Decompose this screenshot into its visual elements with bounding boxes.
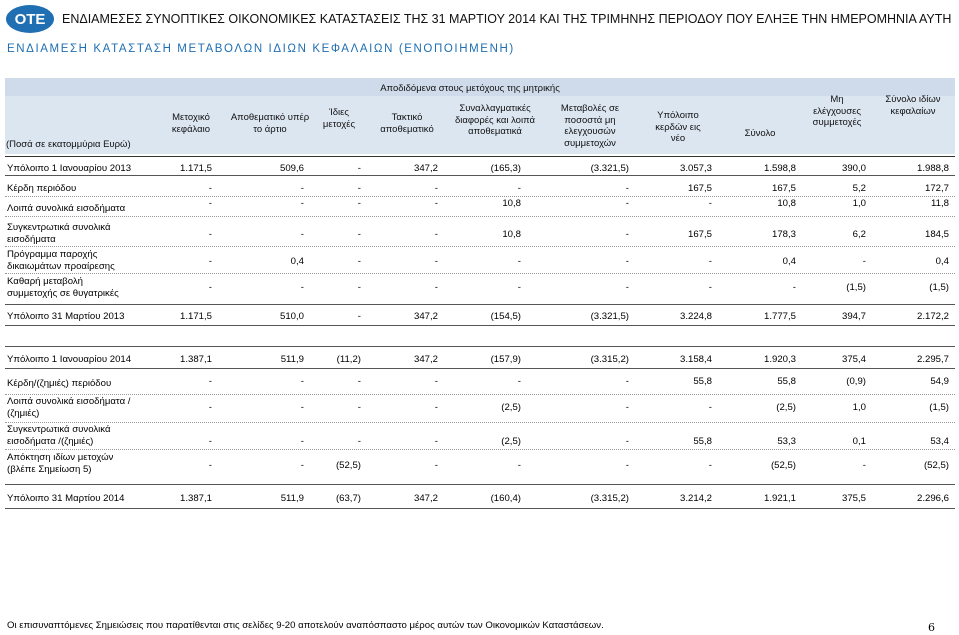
row-label: Συγκεντρωτικά συνολικά εισοδήματα	[7, 222, 111, 245]
row-label: Πρόγραμμα παροχής δικαιωμάτων προαίρεσης	[7, 249, 115, 272]
table-cell: -	[708, 402, 712, 413]
col-header-fx-reserves: Συναλλαγματικές διαφορές και λοιπά αποθεματικά	[455, 103, 535, 137]
footer-note: Οι επισυναπτόμενες Σημειώσεις που παρατίθενται στις σελίδες 9-20 αποτελούν αναπόσπαστο μέρος αυτών των Οικονομικών Καταστάσεων.	[7, 620, 604, 631]
table-cell: 2.172,2	[916, 311, 949, 322]
table-cell: (11,2)	[336, 354, 361, 365]
table-cell: -	[357, 436, 361, 447]
table-cell: 1.387,1	[179, 354, 212, 365]
document-title: ΕΝΔΙΑΜΕΣΕΣ ΣΥΝΟΠΤΙΚΕΣ ΟΙΚΟΝΟΜΙΚΕΣ ΚΑΤΑΣΤΑΣΕΙΣ ΤΗΣ 31 ΜΑΡΤΙΟΥ 2014 ΚΑΙ ΤΗΣ ΤΡΙΜΗΝΗΣ ΠΕΡΙΟΔΟΥ ΠΟΥ ΕΛΗΞΕ ΤΗΝ ΗΜΕΡΟΜΗΝΙΑ ΑΥΤΗ	[62, 12, 952, 26]
row-rule	[5, 196, 955, 197]
table-cell: 1.988,8	[916, 163, 949, 174]
section-title: ΕΝΔΙΑΜΕΣΗ ΚΑΤΑΣΤΑΣΗ ΜΕΤΑΒΟΛΩΝ ΙΔΙΩΝ ΚΕΦΑΛΑΙΩΝ (ΕΝΟΠΟΙΗΜΕΝΗ)	[7, 43, 515, 55]
logo-text: OTE	[14, 11, 46, 28]
table-cell: -	[434, 256, 438, 267]
table-cell: 167,5	[771, 183, 796, 194]
table-cell: 53,4	[930, 436, 949, 447]
table-cell: (63,7)	[335, 493, 361, 504]
table-cell: 375,4	[841, 354, 866, 365]
table-cell: 53,3	[777, 436, 796, 447]
table-cell: (154,5)	[490, 311, 521, 322]
table-cell: 3.158,4	[679, 354, 712, 365]
table-cell: -	[708, 460, 712, 471]
table-cell: 1.387,1	[179, 493, 212, 504]
table-cell: -	[300, 198, 304, 209]
table-cell: 509,6	[279, 163, 304, 174]
table-cell: -	[300, 436, 304, 447]
table-cell: 11,8	[931, 198, 949, 209]
table-cell: -	[625, 376, 629, 387]
table-cell: -	[357, 183, 361, 194]
table-cell: 55,8	[693, 376, 712, 387]
table-cell: 1.777,5	[763, 311, 796, 322]
units-label: (Ποσά σε εκατομμύρια Ευρώ)	[6, 139, 131, 150]
row-rule	[5, 175, 955, 176]
table-cell: 2.295,7	[916, 354, 949, 365]
table-cell: -	[208, 198, 212, 209]
table-cell: 10,8	[502, 198, 521, 209]
col-header-total: Σύνολο	[744, 128, 776, 139]
table-cell: 10,8	[777, 198, 796, 209]
row-rule	[5, 273, 955, 274]
table-cell: (1,5)	[929, 402, 949, 413]
table-cell: -	[625, 183, 629, 194]
table-cell: 347,2	[413, 493, 438, 504]
table-cell: (160,4)	[490, 493, 521, 504]
table-cell: -	[300, 183, 304, 194]
table-cell: -	[434, 402, 438, 413]
group-header: Αποδιδόμενα στους μετόχους της μητρικής	[380, 83, 560, 94]
table-cell: -	[625, 282, 629, 293]
header-bottom-rule	[5, 156, 955, 157]
table-cell: 347,2	[413, 163, 438, 174]
row-label: Απόκτηση ιδίων μετοχών (βλέπε Σημείωση 5)	[7, 452, 114, 475]
table-cell: -	[625, 436, 629, 447]
row-rule	[5, 246, 955, 247]
row-label: Υπόλοιπο 31 Μαρτίου 2014	[7, 493, 125, 504]
table-cell: (52,5)	[770, 460, 796, 471]
table-cell: 55,8	[693, 436, 712, 447]
table-cell: -	[208, 183, 212, 194]
table-cell: -	[862, 256, 866, 267]
table-cell: 184,5	[924, 229, 949, 240]
row-label: Συγκεντρωτικά συνολικά εισοδήματα /(ζημιές)	[7, 424, 111, 447]
table-cell: -	[434, 229, 438, 240]
table-cell: (3.321,5)	[590, 311, 629, 322]
table-cell: 0,4	[290, 256, 304, 267]
table-cell: 1.598,8	[763, 163, 796, 174]
table-cell: (157,9)	[490, 354, 521, 365]
row-label: Καθαρή μεταβολή συμμετοχής σε θυγατρικές	[7, 276, 119, 299]
table-cell: 0,4	[935, 256, 949, 267]
row-label: Κέρδη/(ζημιές) περιόδου	[7, 378, 112, 389]
table-cell: -	[434, 198, 438, 209]
ote-logo-mark	[5, 4, 55, 34]
table-cell: -	[357, 282, 361, 293]
table-cell: -	[625, 460, 629, 471]
col-header-retained-earnings: Υπόλοιπο κερδών εις νέο	[655, 110, 701, 144]
table-cell: -	[300, 402, 304, 413]
table-cell: 1,0	[852, 198, 866, 209]
table-cell: (2,5)	[501, 402, 521, 413]
table-cell: 511,9	[280, 493, 304, 504]
row-rule	[5, 346, 955, 347]
table-cell: 3.214,2	[679, 493, 712, 504]
table-cell: -	[357, 163, 361, 174]
table-cell: (1,5)	[846, 282, 866, 293]
col-header-share-capital: Μετοχικό κεφάλαιο	[171, 112, 211, 135]
col-header-total-equity: Σύνολο ιδίων κεφαλαίων	[885, 94, 941, 117]
col-header-statutory-reserve: Τακτικό αποθεματικό	[380, 112, 434, 135]
table-cell: 0,4	[782, 256, 796, 267]
table-cell: 3.224,8	[679, 311, 712, 322]
table-cell: -	[208, 229, 212, 240]
table-cell: -	[708, 282, 712, 293]
row-label: Υπόλοιπο 1 Ιανουαρίου 2013	[7, 163, 132, 174]
row-label: Υπόλοιπο 1 Ιανουαρίου 2014	[7, 354, 132, 365]
table-cell: 1.171,5	[179, 311, 212, 322]
table-cell: 6,2	[852, 229, 866, 240]
table-cell: (3.315,2)	[590, 493, 629, 504]
table-cell: (52,5)	[335, 460, 361, 471]
table-cell: -	[517, 460, 521, 471]
table-cell: 1,0	[852, 402, 866, 413]
row-rule	[5, 422, 955, 423]
table-cell: -	[300, 376, 304, 387]
table-cell: 394,7	[841, 311, 866, 322]
table-cell: 3.057,3	[679, 163, 712, 174]
table-cell: -	[357, 229, 361, 240]
table-cell: -	[517, 282, 521, 293]
table-cell: (0,9)	[846, 376, 866, 387]
table-cell: 172,7	[924, 183, 949, 194]
table-cell: -	[357, 376, 361, 387]
table-cell: 1.171,5	[179, 163, 212, 174]
table-cell: 390,0	[841, 163, 866, 174]
table-cell: -	[517, 376, 521, 387]
table-cell: 511,9	[280, 354, 304, 365]
table-cell: 347,2	[413, 311, 438, 322]
table-cell: -	[625, 229, 629, 240]
table-cell: -	[517, 256, 521, 267]
row-label: Λοιπά συνολικά εισοδήματα	[7, 203, 126, 214]
table-cell: -	[208, 256, 212, 267]
col-header-nci-changes: Μεταβολές σε ποσοστά μη ελεγχουσών συμμετοχών	[560, 103, 620, 149]
table-cell: -	[708, 256, 712, 267]
table-cell: 0,1	[852, 436, 866, 447]
table-cell: (2,5)	[501, 436, 521, 447]
table-cell: -	[434, 282, 438, 293]
col-header-share-premium: Αποθεματικό υπέρ το άρτιο	[230, 112, 310, 135]
table-cell: 54,9	[930, 376, 949, 387]
table-cell: -	[208, 402, 212, 413]
row-rule	[5, 449, 955, 450]
ote-logo	[5, 4, 55, 34]
table-cell: 178,3	[771, 229, 796, 240]
table-cell: -	[208, 376, 212, 387]
table-cell: (52,5)	[923, 460, 949, 471]
table-cell: -	[625, 256, 629, 267]
row-rule	[5, 394, 955, 395]
row-rule	[5, 216, 955, 217]
table-cell: 1.920,3	[763, 354, 796, 365]
row-rule	[5, 325, 955, 326]
table-cell: 55,8	[777, 376, 796, 387]
table-cell: 510,0	[279, 311, 304, 322]
row-rule	[5, 368, 955, 369]
table-cell: -	[357, 198, 361, 209]
page-number: 6	[928, 621, 935, 634]
table-cell: (3.315,2)	[590, 354, 629, 365]
table-cell: (165,3)	[490, 163, 521, 174]
table-cell: -	[434, 460, 438, 471]
table-cell: -	[434, 376, 438, 387]
table-cell: 375,5	[841, 493, 866, 504]
table-cell: -	[300, 460, 304, 471]
table-cell: -	[208, 436, 212, 447]
table-cell: 1.921,1	[763, 493, 796, 504]
row-rule	[5, 484, 955, 485]
row-label: Κέρδη περιόδου	[7, 183, 77, 194]
row-label: Λοιπά συνολικά εισοδήματα / (ζημιές)	[7, 396, 131, 419]
table-cell: 10,8	[502, 229, 521, 240]
table-cell: 5,2	[852, 183, 866, 194]
table-cell: -	[625, 402, 629, 413]
table-cell: -	[862, 460, 866, 471]
table-cell: (1,5)	[929, 282, 949, 293]
table-cell: 167,5	[687, 183, 712, 194]
table-cell: -	[208, 460, 212, 471]
table-cell: (3.321,5)	[590, 163, 629, 174]
table-cell: -	[434, 436, 438, 447]
table-cell: (2,5)	[776, 402, 796, 413]
table-cell: 167,5	[687, 229, 712, 240]
row-rule	[5, 508, 955, 509]
table-cell: -	[708, 198, 712, 209]
table-cell: -	[434, 183, 438, 194]
row-rule	[5, 304, 955, 305]
row-label: Υπόλοιπο 31 Μαρτίου 2013	[7, 311, 125, 322]
table-cell: -	[792, 282, 796, 293]
col-header-non-controlling: Μη ελέγχουσες συμμετοχές	[812, 94, 862, 128]
table-cell: 2.296,6	[916, 493, 949, 504]
table-cell: 347,2	[413, 354, 438, 365]
table-cell: -	[517, 183, 521, 194]
table-cell: -	[625, 198, 629, 209]
table-cell: -	[357, 256, 361, 267]
table-cell: -	[300, 282, 304, 293]
table-cell: -	[357, 311, 361, 322]
table-cell: -	[208, 282, 212, 293]
col-header-treasury-shares: Ίδιες μετοχές	[322, 107, 356, 130]
table-cell: -	[300, 229, 304, 240]
table-cell: -	[357, 402, 361, 413]
